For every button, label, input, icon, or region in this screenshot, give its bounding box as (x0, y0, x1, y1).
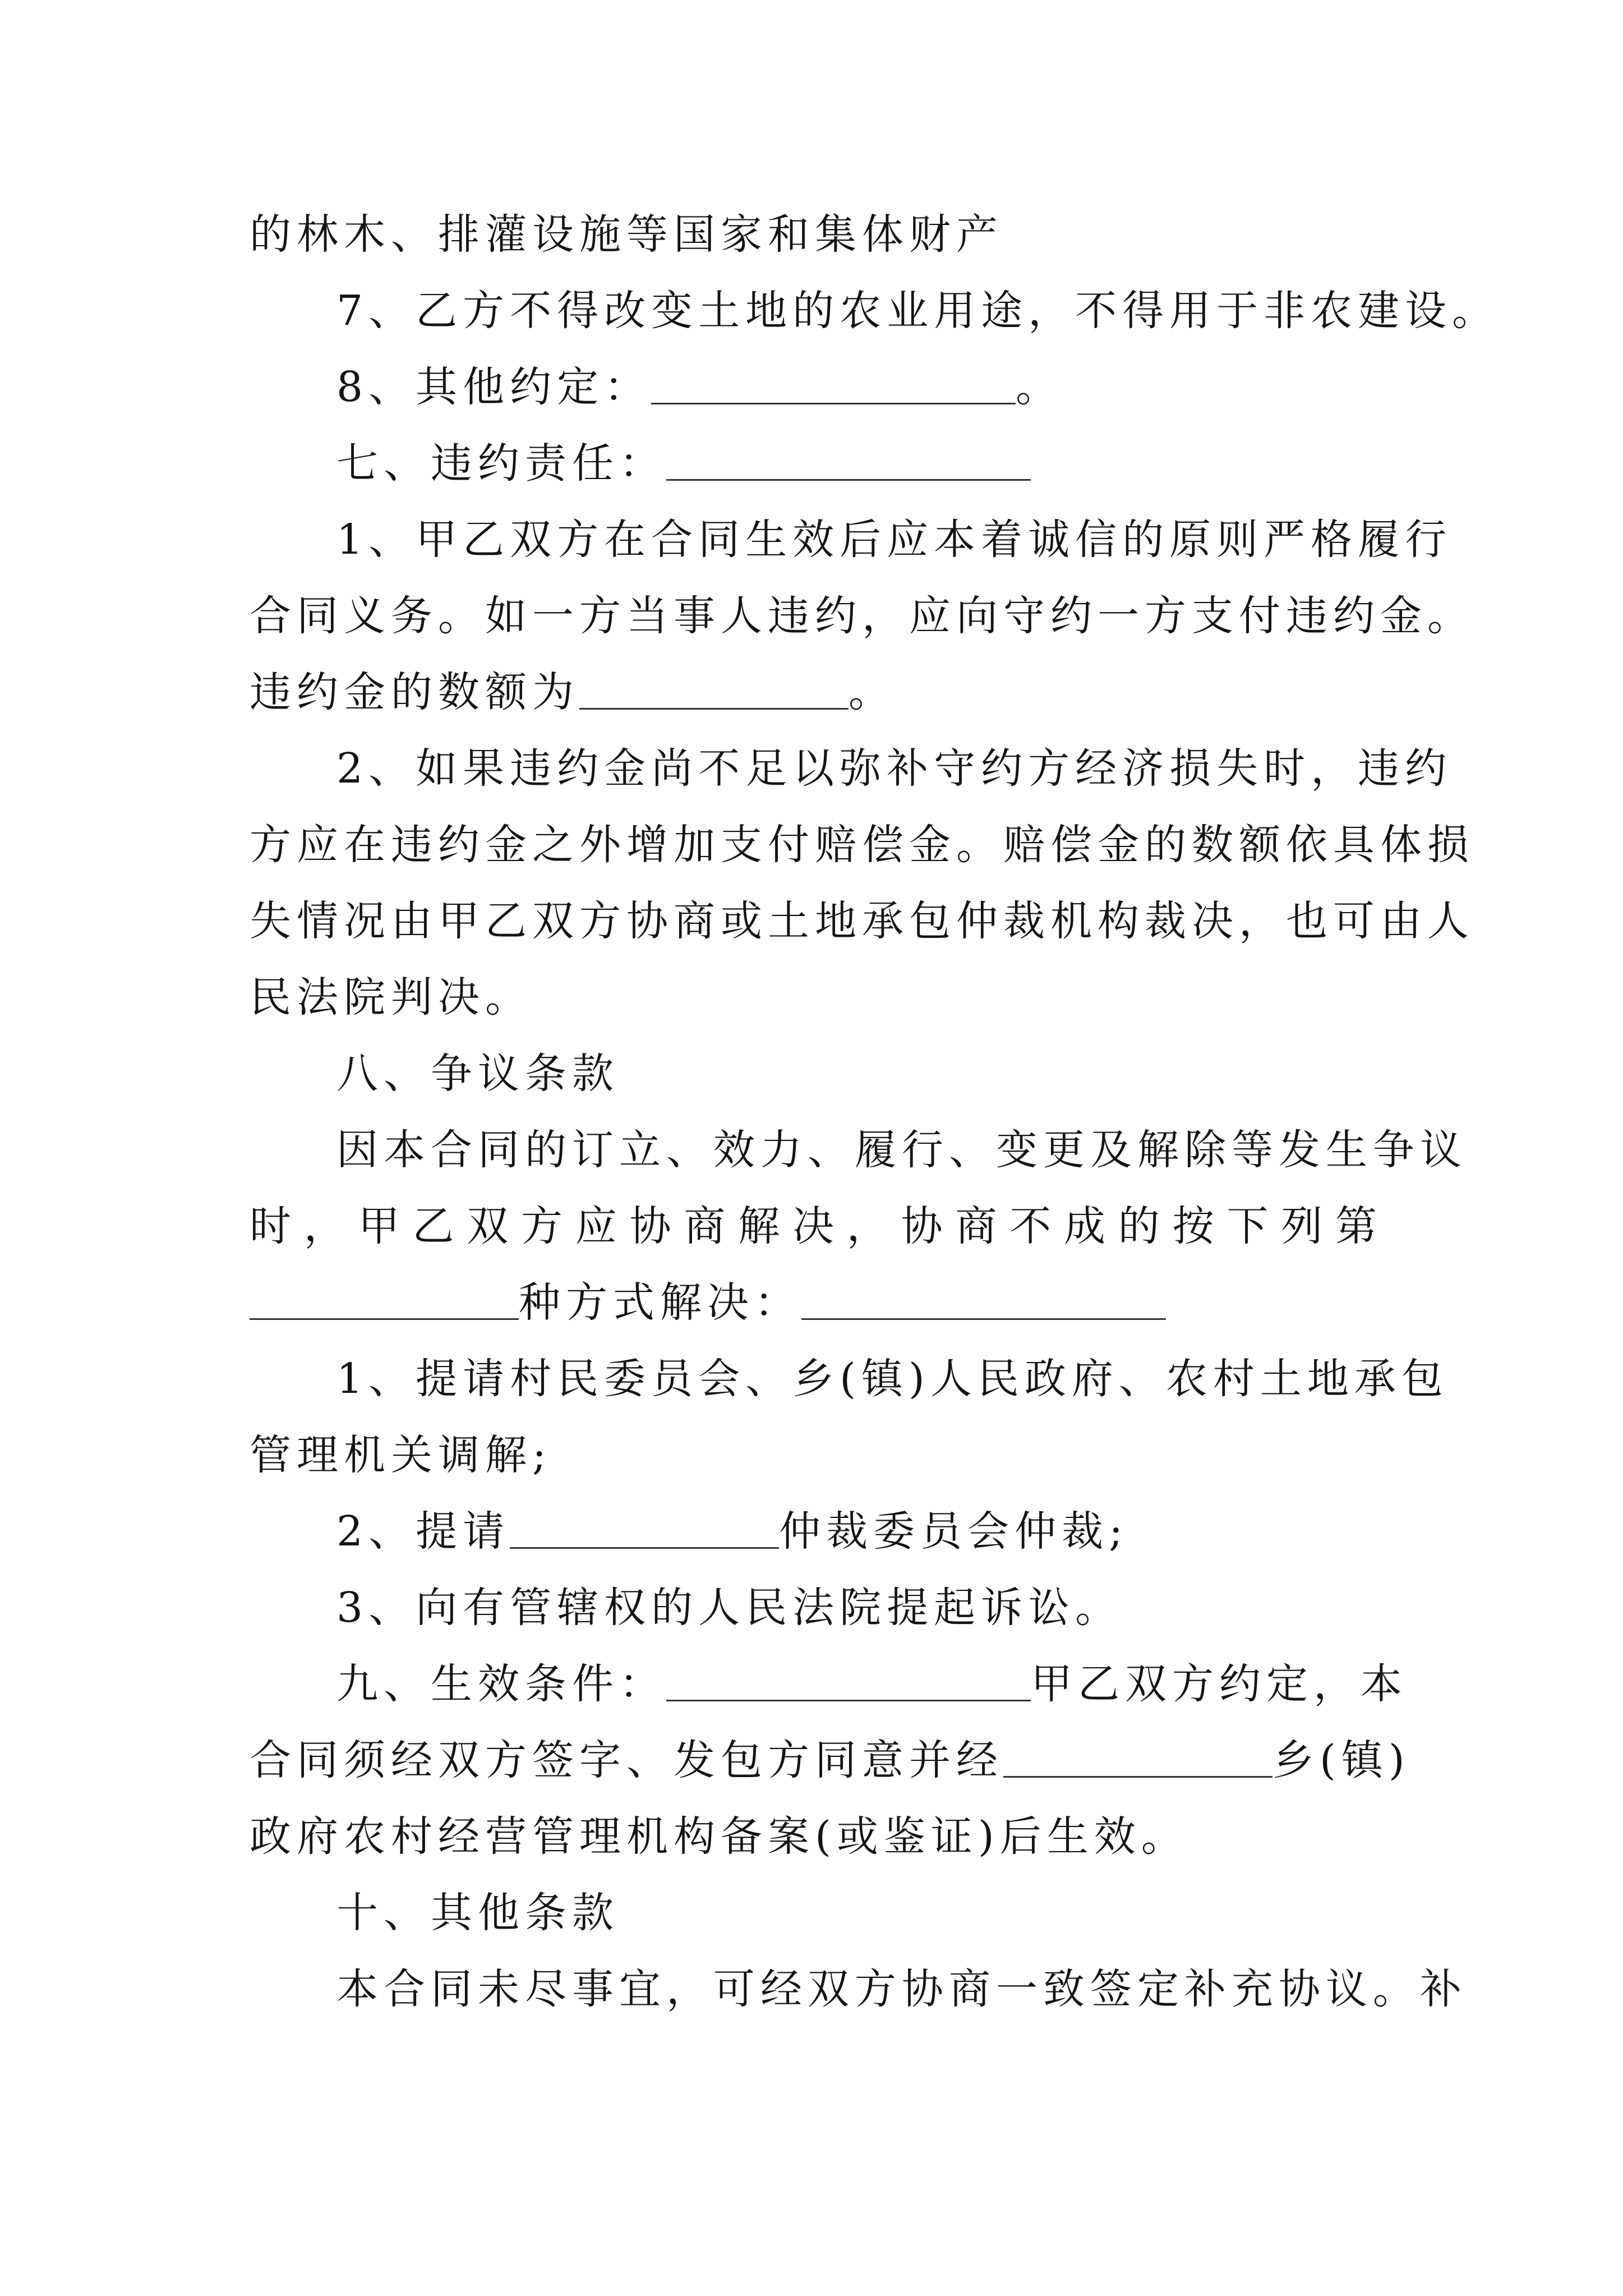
line-text: 仲裁委员会仲裁; (779, 1507, 1129, 1556)
line-text: 种方式解决： (519, 1278, 801, 1327)
line-text: 。 (849, 668, 896, 716)
text-line: 管理机关调解; (250, 1431, 552, 1479)
section-heading (336, 425, 1382, 501)
fill-in-blank (666, 1666, 1031, 1701)
fill-in-blank (666, 445, 1031, 481)
line-text: 违约金的数额为 (250, 668, 579, 716)
text-line: 1、提请村民委员会、乡(镇)人民政府、农村土地承包 (336, 1355, 1449, 1403)
text-line: 失情况由甲乙双方协商或土地承包仲裁机构裁决，也可由人 (250, 897, 1474, 945)
line-text: 。 (1016, 363, 1063, 411)
text-line: 的林木、排灌设施等国家和集体财产 (250, 210, 1003, 259)
text-line: 7、乙方不得改变土地的农业用途，不得用于非农建设。 (336, 287, 1500, 335)
line-text: 2、提请 (336, 1507, 510, 1556)
text-line: 2、如果违约金尚不足以弥补守约方经济损失时，违约 (336, 744, 1453, 793)
text-line: 方应在违约金之外增加支付赔偿金。赔偿金的数额依具体损 (250, 821, 1474, 869)
line-text: 甲乙双方约定，本 (1031, 1660, 1408, 1708)
line-text: 七、违约责任： (336, 439, 666, 487)
section-heading: 十、其他条款 (336, 1889, 619, 1937)
fill-in-blank (250, 1285, 519, 1320)
text-line (250, 1722, 1410, 1798)
fill-in-blank (1003, 1742, 1272, 1778)
fill-in-blank (579, 674, 849, 710)
text-line (250, 1264, 1382, 1341)
text-line: 合同义务。如一方当事人违约，应向守约一方支付违约金。 (250, 592, 1474, 640)
text-line (336, 349, 1382, 425)
line-text: 九、生效条件： (336, 1660, 666, 1708)
text-line: 3、向有管辖权的人民法院提起诉讼。 (336, 1584, 1123, 1632)
section-heading (336, 1646, 1408, 1722)
text-line: 因本合同的订立、效力、履行、变更及解除等发生争议 (336, 1126, 1467, 1174)
fill-in-blank (651, 369, 1016, 404)
text-line (336, 1493, 1382, 1570)
line-text: 8、其他约定： (336, 363, 652, 411)
text-line: 政府农村经营管理机构备案(或鉴证)后生效。 (250, 1812, 1188, 1861)
fill-in-blank (801, 1285, 1166, 1320)
text-line (250, 654, 1382, 730)
text-line: 民法院判决。 (250, 973, 532, 1022)
section-heading: 八、争议条款 (336, 1050, 619, 1098)
text-line: 1、甲乙双方在合同生效后应本着诚信的原则严格履行 (336, 516, 1453, 564)
fill-in-blank (510, 1513, 779, 1549)
text-line: 本合同未尽事宜，可经双方协商一致签定补充协议。补 (336, 1965, 1467, 2013)
line-text: 合同须经双方签字、发包方同意并经 (250, 1736, 1003, 1784)
text-line: 时，甲乙双方应协商解决，协商不成的按下列第 (250, 1202, 1382, 1250)
line-text: 乡(镇) (1272, 1736, 1410, 1784)
